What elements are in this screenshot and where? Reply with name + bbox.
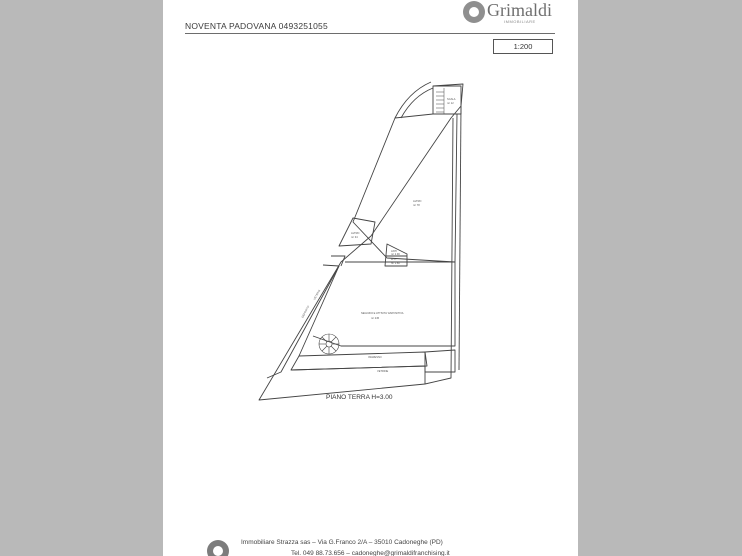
footer-contacts: Tel. 049 88.73.656 – cadoneghe@grimaldifranchising.it <box>291 550 450 556</box>
plan-left-corridor-2 <box>331 256 345 266</box>
label-altro-1-area: m² 78 <box>413 204 420 207</box>
label-vetrine: VETRINE <box>377 370 389 373</box>
plan-outer-wall <box>259 84 463 400</box>
label-scala-area: m² 12 <box>447 102 454 105</box>
scale-box: 1:200 <box>493 39 553 54</box>
logo-name: Grimaldi <box>487 0 552 20</box>
plan-bottom-strip-2 <box>291 366 425 384</box>
plan-title: PIANO TERRA H=3.00 <box>326 394 393 401</box>
document-page <box>163 0 578 556</box>
label-negozio: NEGOZIO E ATTIVITA' ESPOSITIVA <box>361 312 404 315</box>
label-scala: SCALA <box>447 98 456 101</box>
plan-upper-room <box>353 114 457 262</box>
footer-logo-icon <box>207 540 229 556</box>
top-stair <box>436 88 444 114</box>
plan-outer-wall-2 <box>459 106 461 370</box>
label-altro-1: ALTRO <box>413 200 422 203</box>
label-anti-area: m² 2.90 <box>391 253 400 256</box>
header-divider <box>185 33 555 34</box>
agency-contact: NOVENTA PADOVANA 0493251055 <box>185 21 328 31</box>
spiral-stair <box>319 334 339 354</box>
label-wc-area: m² 3.80 <box>391 262 400 265</box>
label-vetrina: VETRINA <box>313 289 322 301</box>
label-deposito: DEPOSITO <box>301 305 311 319</box>
label-altro-2-area: m² 34 <box>351 236 358 239</box>
label-negozio-area: m² 245 <box>371 317 380 320</box>
label-wc: W.C. <box>391 258 397 261</box>
footer-address: Immobiliare Strazza sas – Via G.Franco 2/A – 35010 Cadoneghe (PD) <box>241 539 443 546</box>
plan-balcony-curve <box>395 82 431 118</box>
plan-bottom-strip <box>291 352 427 370</box>
grimaldi-logo <box>463 0 573 26</box>
floor-plan <box>163 60 578 440</box>
plan-balcony-curve-2 <box>401 88 433 118</box>
label-altro-2: ALTRO <box>351 232 360 235</box>
label-anti: ANTI <box>391 250 397 253</box>
label-ingresso: INGRESSO <box>368 356 382 359</box>
grimaldi-logo-icon <box>463 1 485 23</box>
logo-subtitle: IMMOBILIARE <box>504 19 536 24</box>
plan-left-corridor <box>267 265 339 378</box>
plan-bottom-room <box>425 350 455 372</box>
